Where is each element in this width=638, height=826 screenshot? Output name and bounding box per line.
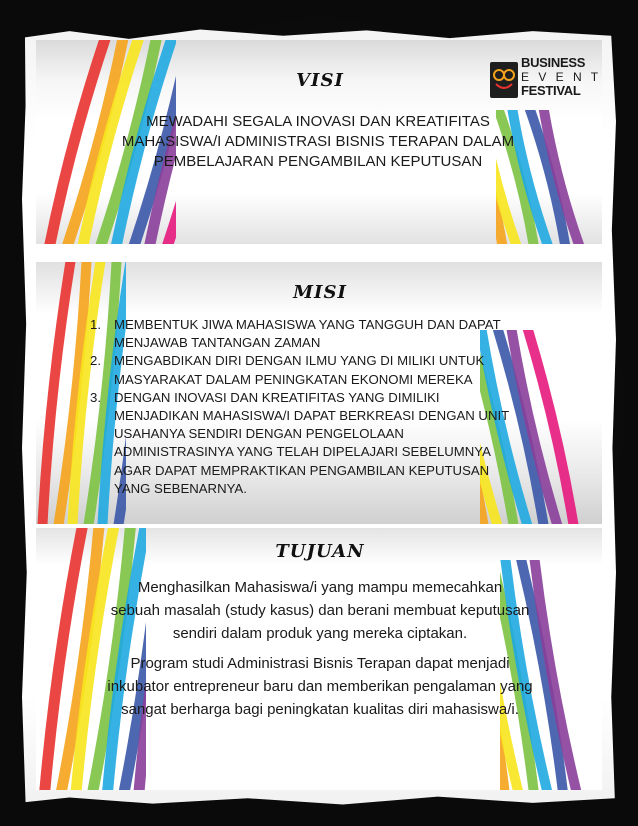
misi-item-number: 3. <box>90 389 101 405</box>
misi-item-text: MENGABDIKAN DIRI DENGAN ILMU YANG DI MILIKI UNTUK MASYARAKAT DALAM PENINGKATAN EKONOMI MEREKA <box>114 353 485 387</box>
misi-heading: MISI <box>293 282 347 303</box>
logo-mark-icon <box>490 62 518 98</box>
misi-item-number: 2. <box>90 353 101 369</box>
misi-list <box>90 316 560 498</box>
misi-item <box>90 389 560 498</box>
visi-body: MEWADAHI SEGALA INOVASI DAN KREATIFITAS MAHASISWA/I ADMINISTRASI BISNIS TERAPAN DALAM PEMBELAJARAN PENGAMBILAN KEPUTUSAN <box>121 113 515 170</box>
misi-item <box>90 316 560 352</box>
business-event-festival-logo <box>490 55 602 102</box>
logo-line-1: BUSINESS <box>521 55 586 70</box>
misi-item-text: MEMBENTUK JIWA MAHASISWA YANG TANGGUH DAN DAPAT MENJAWAB TANTANGAN ZAMAN <box>114 317 501 351</box>
logo-line-3: FESTIVAL <box>521 83 581 98</box>
misi-item <box>90 352 560 388</box>
tujuan-paragraph-1: Menghasilkan Mahasiswa/i yang mampu memecahkan sebuah masalah (study kasus) dan berani membuat keputusan sendiri dalam produk yang mereka ciptakan. <box>110 579 530 642</box>
tujuan-paragraph-2: Program studi Administrasi Bisnis Terapan dapat menjadi inkubator entrepreneur baru dan memberikan pengalaman yang sangat berharga bagi peningkatan kualitas diri mahasiswa/i. <box>107 655 533 718</box>
visi-heading: VISI <box>296 70 344 91</box>
tujuan-heading: TUJUAN <box>275 541 365 562</box>
misi-item-number: 1. <box>90 317 101 332</box>
logo-line-2: E V E N T <box>521 70 602 84</box>
misi-item-text: DENGAN INOVASI DAN KREATIFITAS YANG DIMILIKI MENJADIKAN MAHASISWA/I DAPAT BERKREASI DENGAN UNIT USAHANYA SENDIRI DENGAN PENGELOLAAN ADMINISTRASINYA YANG TELAH DIPELAJARI SEBELUMNYA AGAR DAPAT MEMPRAKTIKAN PENGAMBILAN KEPUTUSAN YANG SEBENARNYA. <box>114 389 510 496</box>
